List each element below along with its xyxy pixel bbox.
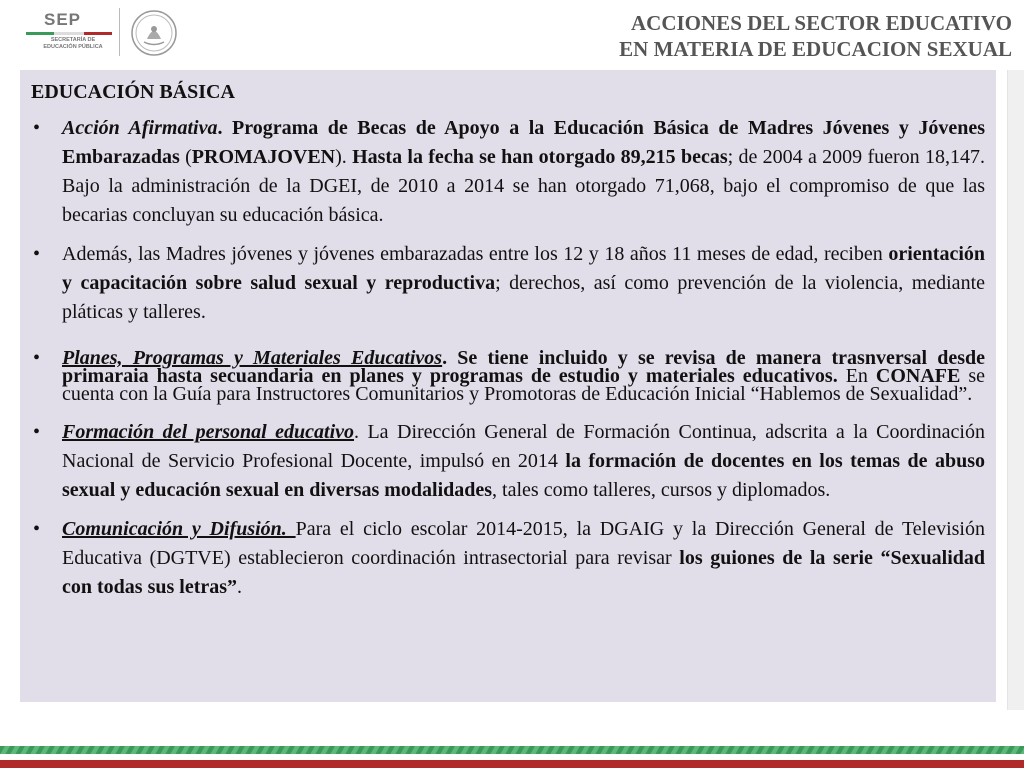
slide-title <box>619 10 1012 62</box>
bullet-item-madres-jovenes <box>31 240 985 327</box>
text-run: Para el ciclo escolar 2014-2015, la DGAIG y la Dirección General de Televisión Educativa (DGTVE) establecieron coordinación intrasectorial para revisar <box>62 518 985 569</box>
text-run: Además, las Madres jóvenes y jóvenes embarazadas entre los 12 y 18 años 11 meses de edad, reciben <box>62 243 889 265</box>
bold-text: CONAFE <box>875 365 961 387</box>
side-strip <box>1007 70 1024 710</box>
bullet-item-formacion-personal <box>31 418 985 505</box>
section-title: EDUCACIÓN BÁSICA <box>31 81 235 103</box>
bold-text: PROMAJOVEN <box>191 146 336 168</box>
bullet-item-comunicacion-difusion <box>31 515 985 602</box>
sep-logo-flag-line <box>26 32 112 35</box>
sep-logo-text: SEP <box>44 10 82 29</box>
text-run: . <box>217 117 232 139</box>
bullet-list <box>31 114 985 602</box>
bold-text: los guiones de la serie “Sexualidad con todas sus letras” <box>62 547 986 598</box>
bullet-label: Acción Afirmativa <box>62 117 218 139</box>
sep-logo <box>20 10 120 54</box>
text-run: , tales como talleres, cursos y diplomados. <box>492 479 831 501</box>
bullet-item-planes-programas <box>31 349 985 403</box>
bold-text: Se tiene incluido y se revisa de manera trasnversal desde primaraia hasta secuandaria en planes y programas de estudio y materiales educativos. <box>62 347 986 387</box>
bullet-label: Formación del personal educativo <box>62 421 355 443</box>
bullet-item-accion-afirmativa <box>31 114 985 230</box>
text-run: . <box>237 576 243 598</box>
text-run: . <box>442 347 458 369</box>
text-run: se cuenta con la Guía para Instructores Comunitarios y Promotoras de Educación Inicial “Hablemos de Sexualidad”. <box>62 365 985 405</box>
sep-logo-subtext-line-2: EDUCACIÓN PÚBLICA <box>43 44 103 50</box>
bullet-dot: • <box>33 243 41 265</box>
bold-text: Hasta la fecha se han otorgado 89,215 becas <box>352 146 728 168</box>
header-divider <box>119 8 120 56</box>
bullet-dot: • <box>33 518 41 540</box>
sep-logo-subtext <box>28 37 118 51</box>
bold-text: orientación y capacitación sobre salud sexual y reproductiva <box>62 243 985 294</box>
bold-text: Programa de Becas de Apoyo a la Educación Básica de Madres Jóvenes y Jóvenes Embarazadas <box>62 117 986 168</box>
footer-flag-stripe <box>0 746 1024 768</box>
bullet-dot: • <box>33 421 41 443</box>
text-run: ; derechos, así como prevención de la violencia, mediante pláticas y talleres. <box>62 272 985 323</box>
text-run: ; de 2004 a 2009 fueron 18,147. Bajo la administración de la DGEI, de 2010 a 2014 se han otorgado 71,068, bajo el compromiso de que las becarias concluyan su educación básica. <box>62 146 985 226</box>
bullet-dot: • <box>33 117 41 139</box>
content-panel <box>20 70 996 702</box>
sep-logo-subtext-line-1: SECRETARÍA DE <box>50 37 96 43</box>
text-run: En <box>837 365 876 387</box>
text-run: . La Dirección General de Formación Continua, adscrita a la Coordinación Nacional de Servicio Profesional Docente, impulsó en 2014 <box>62 421 985 472</box>
mexican-coat-of-arms-seal-icon <box>130 9 178 57</box>
slide-title-line-2: EN MATERIA DE EDUCACION SEXUAL <box>619 37 1012 61</box>
bold-text: la formación de docentes en los temas de abuso sexual y educación sexual en diversas modalidades <box>62 450 985 501</box>
text-run: ( <box>179 146 192 168</box>
slide-title-line-1: ACCIONES DEL SECTOR EDUCATIVO <box>631 11 1012 35</box>
bullet-label: Planes, Programas y Materiales Educativos <box>62 347 443 369</box>
slide-header <box>0 0 1024 68</box>
bullet-dot: • <box>33 347 41 369</box>
text-run: ). <box>335 146 353 168</box>
bullet-label: Comunicación y Difusión. <box>62 518 296 540</box>
